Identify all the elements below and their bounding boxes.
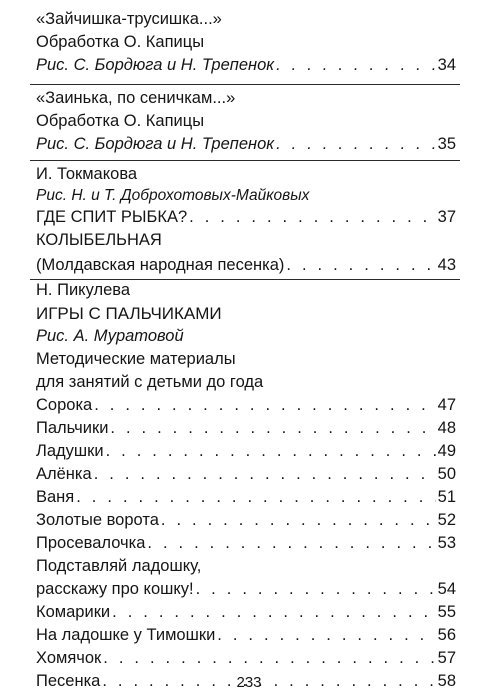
poem-title: ГДЕ СПИТ РЫБКА? — [36, 208, 188, 226]
page-ref: 54 — [437, 580, 456, 598]
entry-illustrator: Рис. Н. и Т. Доброхотовых-Майковых — [36, 187, 310, 204]
game-list — [36, 394, 456, 693]
item-label: Подставляй ладошку, — [36, 557, 202, 575]
dot-leader — [147, 532, 435, 555]
section-divider — [30, 160, 460, 161]
page-ref: 51 — [437, 488, 456, 506]
page-number: 233 — [236, 674, 262, 691]
list-item — [36, 509, 456, 532]
toc-entry-zaychishka — [36, 8, 456, 77]
entry-author: Н. Пикулева — [36, 281, 131, 299]
list-item — [36, 647, 456, 670]
section-divider — [30, 84, 460, 85]
poem-note: (Молдавская народная песенка) — [36, 256, 285, 274]
list-item — [36, 417, 456, 440]
page-ref: 55 — [437, 603, 456, 621]
item-label: Просевалочка — [36, 534, 146, 552]
dot-leader — [276, 133, 436, 156]
method-note-1: Методические материалы — [36, 350, 236, 368]
entry-adaptation: Обработка О. Капицы — [36, 112, 205, 130]
list-item — [36, 532, 456, 555]
item-label: Ладушки — [36, 442, 104, 460]
dot-leader — [103, 647, 435, 670]
page-ref: 57 — [437, 649, 456, 667]
list-item — [36, 578, 456, 601]
toc-entry-zainka — [36, 87, 456, 156]
dot-leader — [94, 463, 436, 486]
entry-title: «Заинька, по сеничкам...» — [36, 89, 236, 107]
item-label: Алёнка — [36, 465, 92, 483]
page-ref: 43 — [437, 256, 456, 274]
dot-leader — [112, 601, 436, 624]
item-label: Золотые ворота — [36, 511, 159, 529]
dot-leader — [189, 206, 436, 229]
list-item — [36, 440, 456, 463]
dot-leader — [217, 624, 435, 647]
page-ref: 35 — [437, 135, 456, 153]
page-ref: 53 — [437, 534, 456, 552]
item-label: На ладошке у Тимошки — [36, 626, 216, 644]
list-item — [36, 624, 456, 647]
poem-title: КОЛЫБЕЛЬНАЯ — [36, 231, 162, 249]
entry-illustrator-line — [36, 54, 456, 77]
dot-leader — [110, 417, 435, 440]
toc-entry-pikuleva — [36, 279, 456, 693]
page-ref: 48 — [437, 419, 456, 437]
entry-illustrator: Рис. А. Муратовой — [36, 327, 184, 345]
list-item — [36, 486, 456, 509]
page-ref: 34 — [437, 56, 456, 74]
dot-leader — [196, 578, 436, 601]
dot-leader — [106, 440, 436, 463]
entry-illustrator: Рис. С. Бордюга и Н. Трепенок — [36, 135, 275, 153]
page-ref: 50 — [437, 465, 456, 483]
entry-adaptation: Обработка О. Капицы — [36, 33, 205, 51]
page-ref: 49 — [437, 442, 456, 460]
item-label: Комарики — [36, 603, 111, 621]
item-label: Сорока — [36, 396, 93, 414]
item-label: Песенка — [36, 672, 101, 690]
poem-note-line — [36, 254, 456, 277]
dot-leader — [94, 394, 435, 417]
poem-line — [36, 206, 456, 229]
page-ref: 47 — [437, 396, 456, 414]
entry-illustrator-line — [36, 133, 456, 156]
item-label: расскажу про кошку! — [36, 580, 194, 598]
section-title: ИГРЫ С ПАЛЬЧИКАМИ — [36, 304, 222, 323]
entry-author: И. Токмакова — [36, 165, 138, 183]
entry-title: «Зайчишка-трусишка...» — [36, 10, 222, 28]
item-label: Пальчики — [36, 419, 109, 437]
list-item — [36, 601, 456, 624]
dot-leader — [76, 486, 435, 509]
page-ref: 37 — [437, 208, 456, 226]
list-item — [36, 463, 456, 486]
page-ref: 58 — [437, 672, 456, 690]
dot-leader — [286, 254, 435, 277]
list-item — [36, 394, 456, 417]
toc-entry-tokmakova — [36, 163, 456, 277]
item-label: Хомячок — [36, 649, 102, 667]
page-ref: 52 — [437, 511, 456, 529]
item-label: Ваня — [36, 488, 75, 506]
dot-leader — [161, 509, 436, 532]
method-note-2: для занятий с детьми до года — [36, 373, 264, 391]
page-ref: 56 — [437, 626, 456, 644]
dot-leader — [276, 54, 436, 77]
entry-illustrator: Рис. С. Бордюга и Н. Трепенок — [36, 56, 275, 74]
